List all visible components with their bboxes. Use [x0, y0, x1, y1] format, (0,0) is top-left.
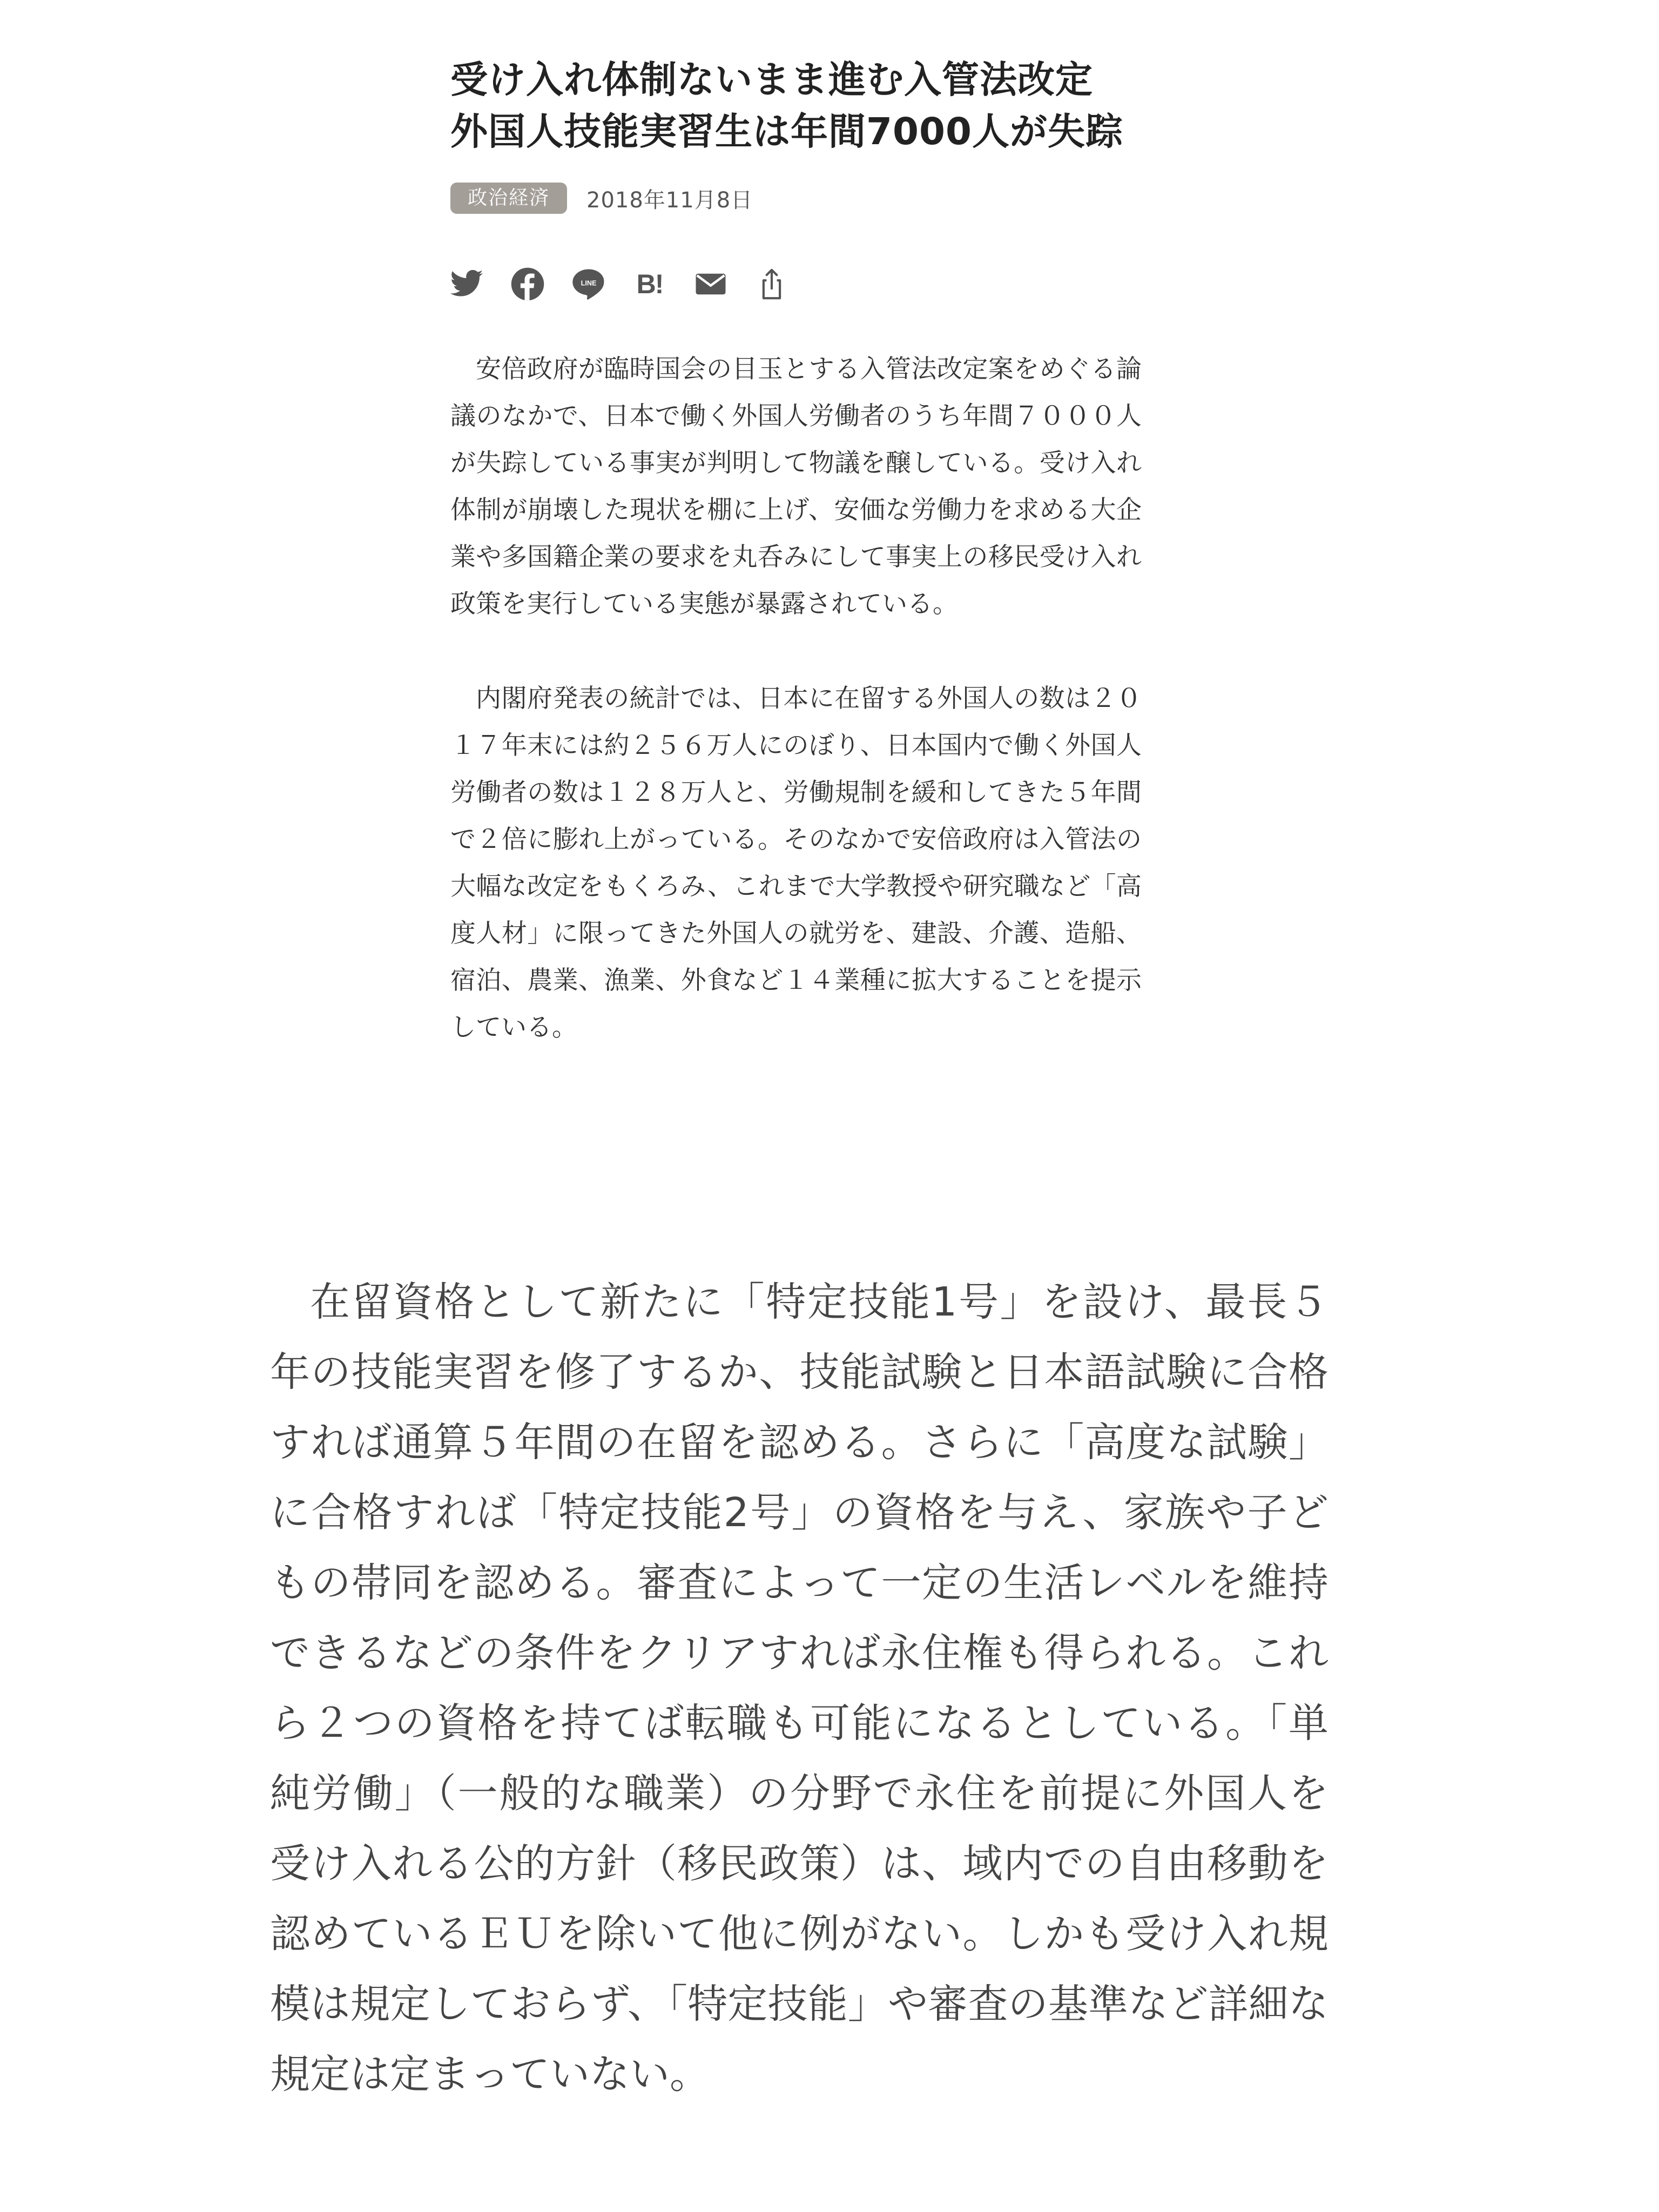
facebook-icon — [510, 266, 545, 302]
line-icon-label: LINE — [581, 279, 597, 287]
share-facebook-button[interactable] — [506, 262, 549, 306]
article-title: 受け入れ体制ないまま進む入管法改定 外国人技能実習生は年間7000人が失踪 — [450, 58, 1131, 153]
share-bar — [445, 262, 811, 306]
line-icon — [571, 266, 606, 302]
share-twitter-button[interactable] — [445, 262, 488, 306]
share-mail-button[interactable] — [689, 262, 732, 306]
article-meta — [450, 181, 753, 215]
article-paragraph-1: 安倍政府が臨時国会の目玉とする入管法改定案をめぐる論議のなかで、日本で働く外国人労働者のうち年間７０００人が失踪している事実が判明して物議を醸している。受け入れ体制が崩壊した現状を棚に上げ、安価な労働力を求める大企業や多国籍企業の要求を丸呑みにして事実上の移民受け入れ政策を実行している実態が暴露されている。 — [450, 354, 1142, 619]
category-badge[interactable]: 政治経済 — [450, 183, 567, 214]
share-line-button[interactable] — [567, 262, 610, 306]
article-paragraph-3: 在留資格として新たに「特定技能1号」を設け、最長５年の技能実習を修了するか、技能試験と日本語試験に合格すれば通算５年間の在留を認める。さらに「高度な試験」に合格すれば「特定技能2号」の資格を与え、家族や子どもの帯同を認める。審査によって一定の生活レベルを維持できるなどの条件をクリアすれば永住権も得られる。これら２つの資格を持てば転職も可能になるとしている。「単純労働」（一般的な職業）の分野で永住を前提に外国人を受け入れる公的方針（移民政策）は、域内での自由移動を認めているＥＵを除いて他に例がない。しかも受け入れ規模は規定しておらず、「特定技能」や審査の基準など詳細な規定は定まっていない。 — [270, 1279, 1328, 2098]
twitter-icon — [449, 266, 484, 302]
article-paragraph-2: 内閣府発表の統計では、日本に在留する外国人の数は２０１７年末には約２５６万人にのぼり、日本国内で働く外国人労働者の数は１２８万人と、労働規制を緩和してきた５年間で２倍に膨れ上がっている。そのなかで安倍政府は入管法の大幅な改定をもくろみ、これまで大学教授や研究職など「高度人材」に限ってきた外国人の就労を、建設、介護、造船、宿泊、農業、漁業、外食など１４業種に拡大することを提示している。 — [450, 684, 1142, 1042]
share-hatena-button[interactable] — [628, 262, 671, 306]
hatena-bookmark-icon: B! — [636, 269, 663, 299]
share-icon — [754, 266, 790, 302]
share-native-button[interactable] — [750, 262, 793, 306]
mail-icon — [693, 266, 729, 302]
publish-date: 2018年11月8日 — [586, 187, 753, 213]
